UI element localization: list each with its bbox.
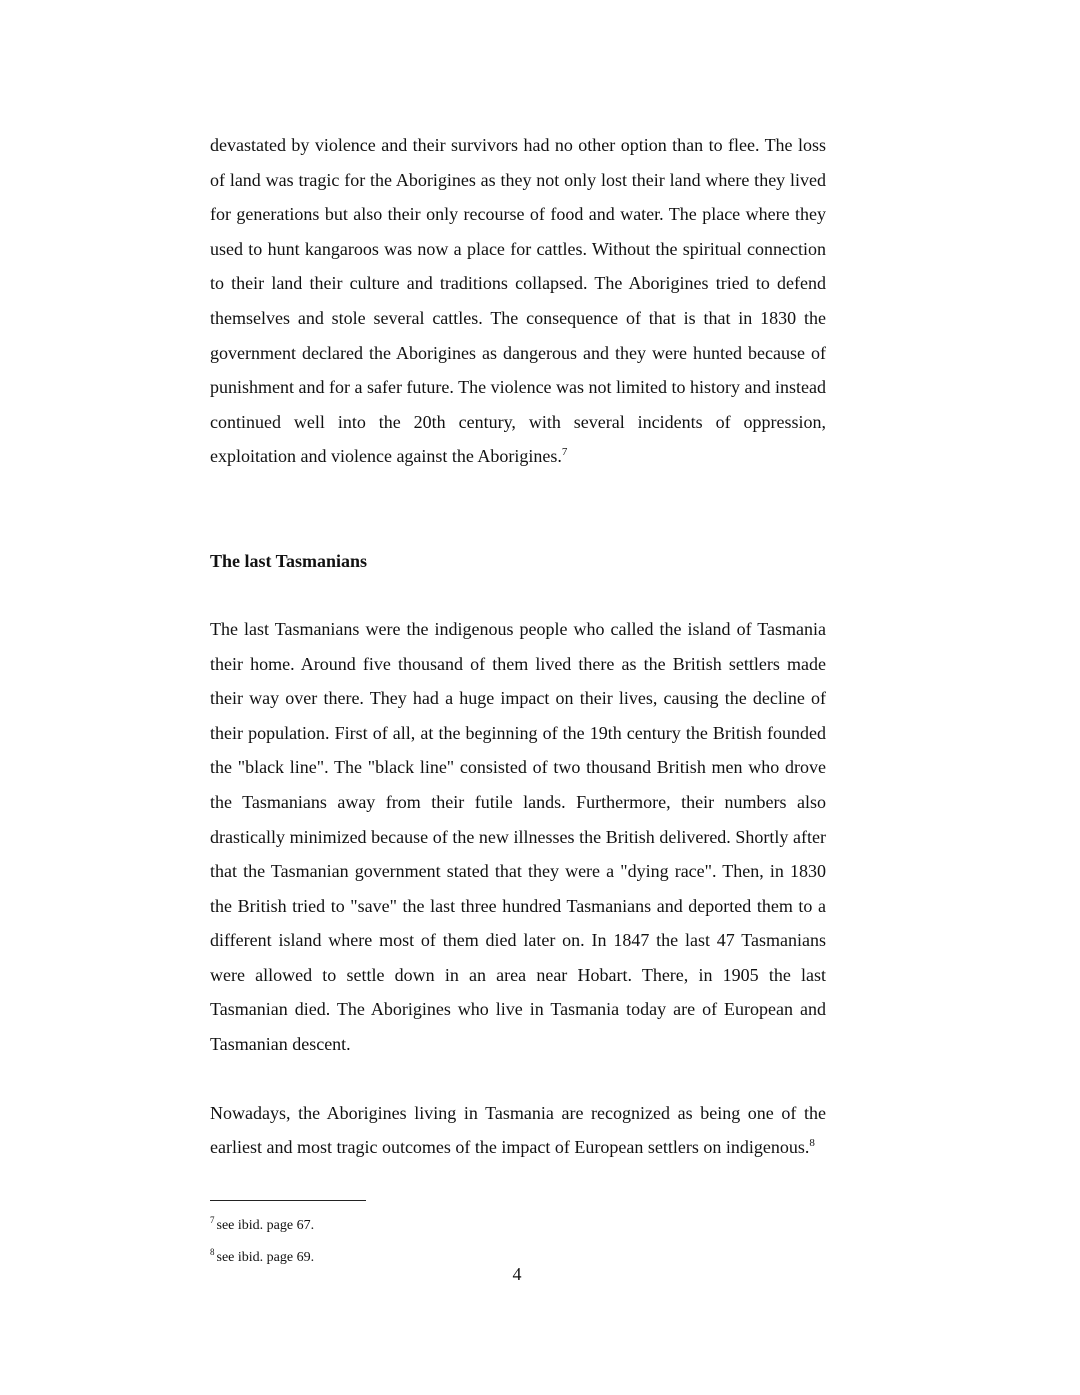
footnote-7: [210, 1210, 826, 1242]
paragraph-text: Nowadays, the Aborigines living in Tasmania are recognized as being one of the earliest and most tragic outcomes of the impact of European settlers on indigenous.: [210, 1102, 826, 1158]
page-number: 4: [512, 1264, 522, 1284]
footnote-text: see ibid. page 67.: [216, 1218, 315, 1233]
footnote-number: 8: [210, 1247, 215, 1258]
section-heading: The last Tasmanians: [210, 550, 368, 571]
footnote-separator: [210, 1200, 366, 1201]
paragraph-text: devastated by violence and their survivors had no other option than to flee. The loss of land was tragic for the Aborigines as they not only lost their land where they lived for generations but also their only recourse of food and water. The place where they used to hunt kangaroos was now a place for cattles. Without the spiritual connection to their land their culture and traditions collapsed. The Aborigines tried to defend themselves and stole several cattles. The consequence of that is that in 1830 the government declared the Aborigines as dangerous and they were hunted because of punishment and for a safer future. The violence was not limited to history and instead continued well into the 20th century, with several incidents of oppression, exploitation and violence against the Aborigines.: [210, 135, 827, 467]
paragraph-last-tasmanians: The last Tasmanians were the indigenous people who called the island of Tasmania their home. Around five thousand of them lived there as the British settlers made their way over there. They had a huge impact on their lives, causing the decline of their population. First of all, at the beginning of the 19th century the British founded the "black line". The "black line" consisted of two thousand British men who drove the Tasmanians away from their futile lands. Furthermore, their numbers also drastically minimized because of the new illnesses the British delivered. Shortly after that the Tasmanian government stated that they were a "dying race". Then, in 1830 the British tried to "save" the last three hundred Tasmanians and deported them to a different island where most of them died later on. In 1847 the last 47 Tasmanians were allowed to settle down in an area near Hobart. There, in 1905 the last Tasmanian died. The Aborigines who live in Tasmania today are of European and Tasmanian descent.: [210, 618, 826, 1055]
paragraph-nowadays: [210, 1096, 826, 1165]
footnote-number: 7: [210, 1215, 215, 1226]
page-body: [210, 128, 826, 1165]
footnote-ref-8: 8: [809, 1137, 815, 1150]
paragraph-aborigines-land-loss: [210, 128, 826, 474]
footnote-text: see ibid. page 69.: [216, 1250, 315, 1265]
footnote-ref-7: 7: [561, 446, 568, 459]
